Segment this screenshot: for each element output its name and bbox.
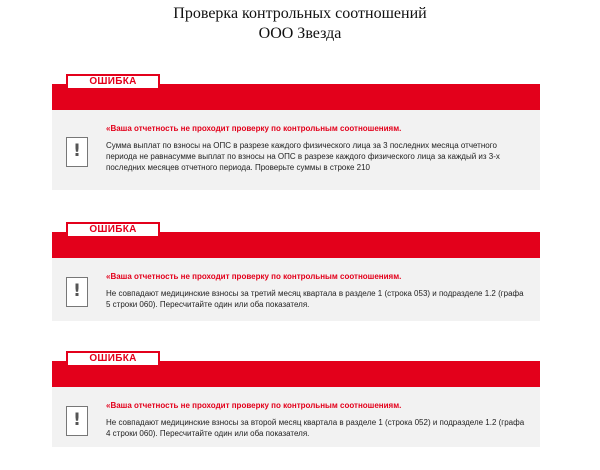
error-message: Сумма выплат по взносы на ОПС в разрезе каждого физического лица за 3 последних месяца отчетного периода не равнасумме выплат по взносы на ОПС в разрезе каждого физического лица за каждый из 3-х последних месяцев отчетного периода. Проверьте суммы в строке 210 xyxy=(106,141,500,172)
error-panel xyxy=(52,110,540,190)
company-name: ООО Звезда xyxy=(258,25,342,42)
error-title: «Ваша отчетность не проходит проверку по контрольным соотношениям. xyxy=(106,401,402,410)
error-label: ОШИБКА xyxy=(66,222,160,238)
error-message: Не совпадают медицинские взносы за третий месяц квартала в разделе 1 (строка 053) и подразделе 1.2 (графа 5 строки 060). Пересчитайте один или оба показателя. xyxy=(106,289,524,309)
error-panel xyxy=(52,387,540,447)
page-title: Проверка контрольных соотношений xyxy=(173,5,427,22)
exclamation-icon: ! xyxy=(66,277,88,307)
page-header xyxy=(0,4,600,44)
error-title: «Ваша отчетность не проходит проверку по контрольным соотношениям. xyxy=(106,124,402,133)
exclamation-icon: ! xyxy=(66,137,88,167)
error-label: ОШИБКА xyxy=(66,351,160,367)
error-message: Не совпадают медицинские взносы за второй месяц квартала в разделе 1 (строка 052) и подразделе 1.2 (графа 4 строки 060). Пересчитайте один или оба показателя. xyxy=(106,418,525,438)
error-title: «Ваша отчетность не проходит проверку по контрольным соотношениям. xyxy=(106,272,402,281)
error-label: ОШИБКА xyxy=(66,74,160,90)
exclamation-icon: ! xyxy=(66,406,88,436)
error-panel xyxy=(52,258,540,321)
